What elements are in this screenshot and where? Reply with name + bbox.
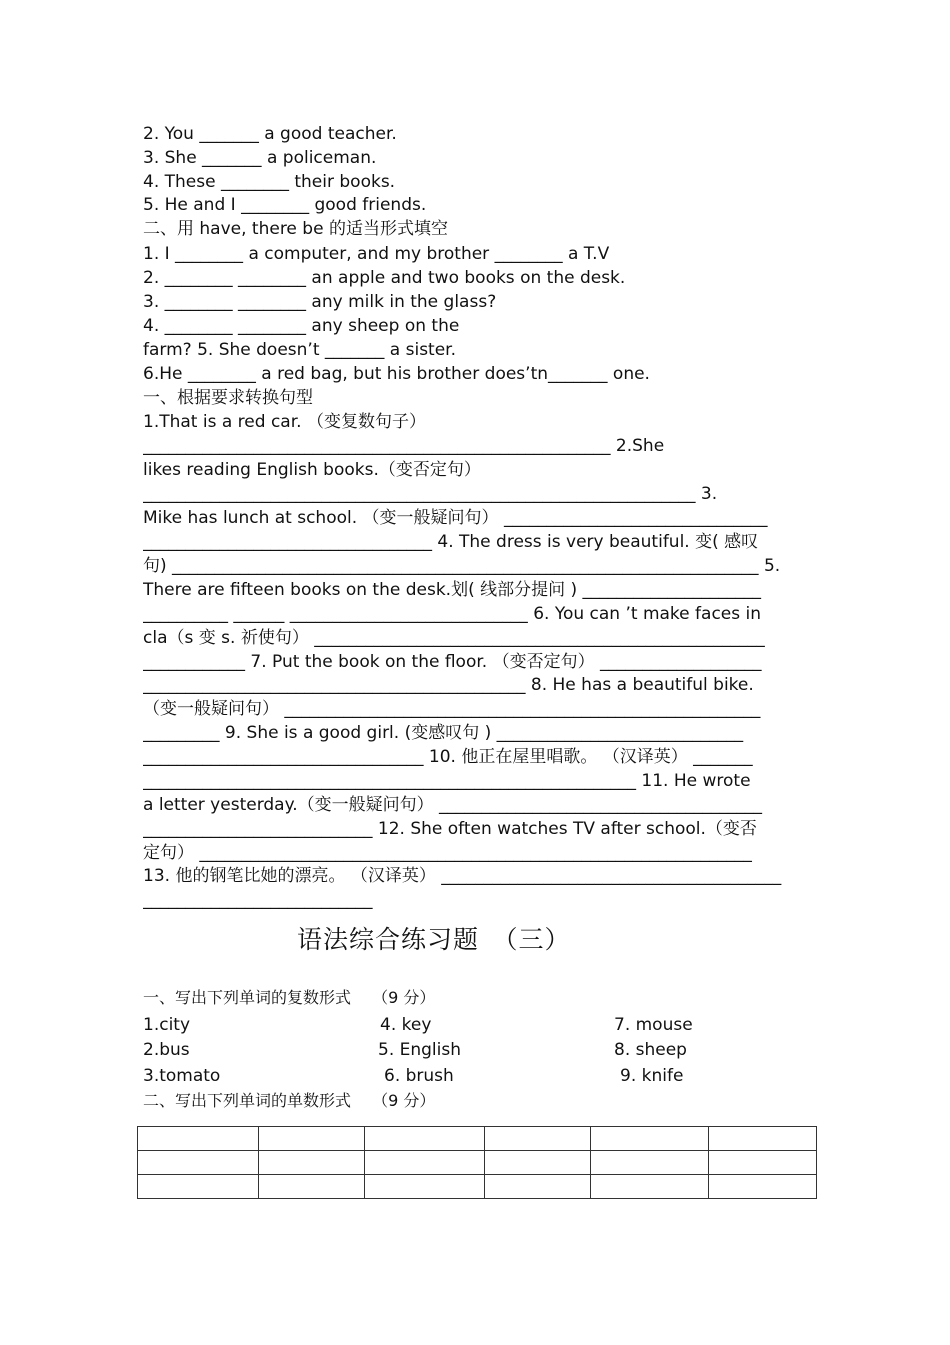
answer-cell[interactable]	[259, 1127, 365, 1151]
word-item: 6. brush	[384, 1066, 454, 1086]
part2-line: 6.He ________ a red bag, but his brother does’tn_______ one.	[143, 364, 650, 384]
part3-line: _________ 9. She is a good girl. (变感叹句 ) _____________________________	[143, 723, 744, 743]
answer-cell[interactable]	[591, 1175, 709, 1199]
answer-cell[interactable]	[138, 1127, 259, 1151]
part3-line: _______________________________________________________ 2.She	[143, 436, 665, 456]
part3-line: __________________________________________________________ 11. He wrote	[143, 771, 751, 791]
part3-line: __________ ______ ____________________________ 6. You can ’t make faces in	[143, 604, 762, 624]
part2-heading: 二、用 have, there be 的适当形式填空	[143, 219, 448, 239]
answer-cell[interactable]	[591, 1127, 709, 1151]
answer-grid	[137, 1126, 817, 1199]
answer-cell[interactable]	[365, 1151, 485, 1175]
part2-line: 4. ________ ________ any sheep on the	[143, 316, 460, 336]
part3-line: __________________________________ 4. The dress is very beautiful. 变( 感叹	[143, 532, 759, 552]
part3-line: likes reading English books.（变否定句）	[143, 460, 481, 480]
part1-item-5: 5. He and I ________ good friends.	[143, 195, 427, 215]
word-item: 9. knife	[620, 1066, 684, 1086]
answer-cell[interactable]	[709, 1175, 817, 1199]
table-row	[138, 1151, 817, 1175]
answer-cell[interactable]	[138, 1175, 259, 1199]
part2-line: 1. I ________ a computer, and my brother ________ a T.V	[143, 244, 610, 264]
answer-cell[interactable]	[138, 1151, 259, 1175]
page-title: 语法综合练习题 （三）	[297, 925, 571, 954]
part3-line: ____________ 7. Put the book on the floor. （变否定句） ___________________	[143, 652, 762, 672]
plural-heading: 一、写出下列单词的复数形式 （9 分）	[143, 988, 436, 1007]
answer-cell[interactable]	[365, 1127, 485, 1151]
answer-cell[interactable]	[259, 1175, 365, 1199]
part1-item-2: 2. You _______ a good teacher.	[143, 124, 397, 144]
answer-cell[interactable]	[365, 1175, 485, 1199]
answer-cell[interactable]	[485, 1175, 591, 1199]
answer-cell[interactable]	[259, 1151, 365, 1175]
table-row	[138, 1175, 817, 1199]
answer-cell[interactable]	[485, 1127, 591, 1151]
part3-line: （变一般疑问句） ________________________________________________________	[143, 699, 761, 719]
part1-item-4: 4. These ________ their books.	[143, 172, 396, 192]
part3-line: 句) _____________________________________________________________________ 5.	[143, 556, 781, 576]
part3-line: cla（s 变 s. 祈使句） _____________________________________________________	[143, 628, 765, 648]
part1-item-3: 3. She _______ a policeman.	[143, 148, 377, 168]
part2-line: farm? 5. She doesn’t _______ a sister.	[143, 340, 457, 360]
part3-line: 1.That is a red car. （变复数句子）	[143, 412, 426, 432]
table-row	[138, 1127, 817, 1151]
part3-line: There are fifteen books on the desk.划( 线部分提问 ) _____________________	[143, 580, 762, 600]
singular-heading: 二、写出下列单词的单数形式 （9 分）	[143, 1091, 436, 1110]
part3-line: ___________________________ 12. She often watches TV after school.（变否	[143, 819, 757, 839]
answer-cell[interactable]	[709, 1151, 817, 1175]
part3-heading: 一、根据要求转换句型	[143, 388, 313, 408]
part3-line: 定句） _________________________________________________________________	[143, 843, 752, 863]
part3-line: Mike has lunch at school. （变一般疑问句） _______________________________	[143, 508, 768, 528]
word-item: 1.city	[143, 1015, 191, 1035]
part3-line: _________________________________________________________________ 3.	[143, 484, 718, 504]
answer-cell[interactable]	[485, 1151, 591, 1175]
answer-cell[interactable]	[591, 1151, 709, 1175]
part3-line: 13. 他的钢笔比她的漂亮。 （汉译英） ________________________________________	[143, 866, 782, 886]
part3-line: ___________________________	[143, 890, 373, 910]
word-item: 2.bus	[143, 1040, 190, 1060]
answer-cell[interactable]	[709, 1127, 817, 1151]
part2-line: 3. ________ ________ any milk in the glass?	[143, 292, 497, 312]
part3-line: _________________________________ 10. 他正在屋里唱歌。 （汉译英） _______	[143, 747, 753, 767]
part3-line: a letter yesterday.（变一般疑问句） ______________________________________	[143, 795, 763, 815]
word-item: 7. mouse	[614, 1015, 693, 1035]
word-item: 5. English	[378, 1040, 462, 1060]
part3-line: _____________________________________________ 8. He has a beautiful bike.	[143, 675, 754, 695]
word-item: 4. key	[380, 1015, 432, 1035]
word-item: 8. sheep	[614, 1040, 687, 1060]
word-item: 3.tomato	[143, 1066, 221, 1086]
part2-line: 2. ________ ________ an apple and two books on the desk.	[143, 268, 626, 288]
